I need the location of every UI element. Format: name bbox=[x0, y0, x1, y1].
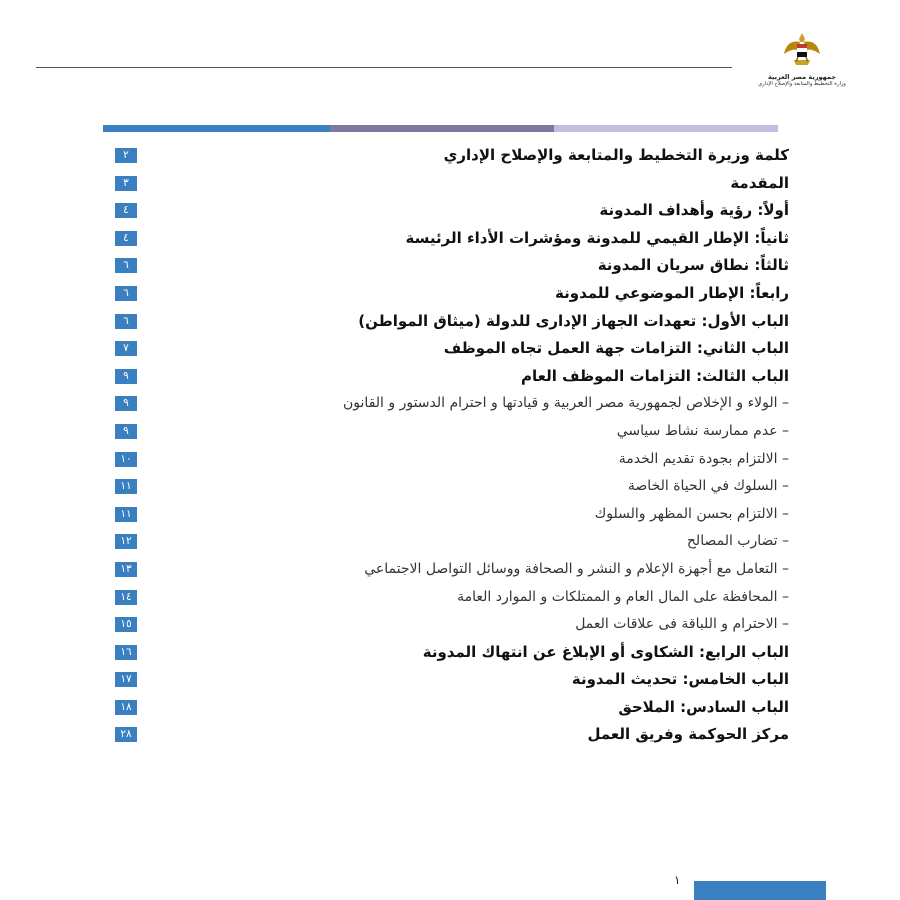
toc-subentry[interactable] bbox=[0, 446, 900, 474]
toc-subentry-title: – عدم ممارسة نشاط سياسي bbox=[616, 422, 789, 439]
toc-entry-title: المقدمة bbox=[730, 173, 789, 192]
toc-page-number: ١٧ bbox=[115, 672, 137, 687]
toc-entry[interactable] bbox=[0, 197, 900, 225]
table-of-contents bbox=[0, 142, 900, 749]
toc-entry-title: الباب السادس: الملاحق bbox=[618, 697, 789, 716]
toc-subentry[interactable] bbox=[0, 584, 900, 612]
toc-entry[interactable] bbox=[0, 335, 900, 363]
toc-subentry-title: – المحافظة على المال العام و الممتلكات و الموارد العامة bbox=[457, 588, 789, 605]
toc-entry-title: كلمة وزيرة التخطيط والمتابعة والإصلاح الإداري bbox=[443, 146, 789, 164]
toc-subentry-title: – السلوك في الحياة الخاصة bbox=[627, 478, 789, 495]
toc-page-number: ٤ bbox=[115, 203, 137, 218]
toc-subentry-title: – الولاء و الإخلاص لجمهورية مصر العربية و قيادتها و احترام الدستور و القانون bbox=[343, 395, 789, 412]
footer-accent-bar bbox=[694, 881, 826, 900]
toc-subentry[interactable] bbox=[0, 611, 900, 639]
toc-page-number: ١٦ bbox=[115, 645, 137, 660]
logo-title: جمهورية مصر العربية bbox=[768, 73, 836, 81]
footer-page-number: ١ bbox=[674, 873, 681, 887]
toc-entry[interactable] bbox=[0, 666, 900, 694]
toc-entry-title: الباب الثاني: التزامات جهة العمل تجاه الموظف bbox=[443, 339, 789, 358]
toc-page-number: ٩ bbox=[115, 369, 137, 384]
accent-bar-slate bbox=[330, 125, 554, 132]
toc-subentry[interactable] bbox=[0, 501, 900, 529]
toc-page-number: ١٨ bbox=[115, 700, 137, 715]
toc-entry[interactable] bbox=[0, 721, 900, 749]
toc-page-number: ١١ bbox=[115, 479, 137, 494]
toc-subentry[interactable] bbox=[0, 473, 900, 501]
toc-entry-title: الباب الأول: تعهدات الجهاز الإدارى للدولة (ميثاق المواطن) bbox=[358, 311, 789, 330]
toc-entry-title: أولاً: رؤية وأهداف المدونة bbox=[599, 201, 789, 220]
toc-page-number: ٦ bbox=[115, 286, 137, 301]
toc-entry[interactable] bbox=[0, 280, 900, 308]
toc-page-number: ٦ bbox=[115, 314, 137, 329]
accent-bar-lavender bbox=[554, 125, 778, 132]
toc-entry[interactable] bbox=[0, 170, 900, 198]
toc-page-number: ١٤ bbox=[115, 590, 137, 605]
toc-page-number: ٤ bbox=[115, 231, 137, 246]
toc-entry[interactable] bbox=[0, 142, 900, 170]
toc-subentry-title: – التعامل مع أجهزة الإعلام و النشر و الصحافة ووسائل التواصل الاجتماعي bbox=[364, 560, 789, 577]
toc-page-number: ٢ bbox=[115, 148, 137, 163]
toc-entry-title: ثالثاً: نطاق سريان المدونة bbox=[597, 256, 789, 275]
toc-subentry-title: – تضارب المصالح bbox=[686, 533, 789, 550]
toc-subentry-title: – الالتزام بحسن المظهر والسلوك bbox=[594, 505, 789, 522]
toc-entry-title: الباب الرابع: الشكاوى أو الإبلاغ عن انتهاك المدونة bbox=[422, 642, 789, 661]
toc-page-number: ٩ bbox=[115, 396, 137, 411]
toc-page-number: ٩ bbox=[115, 424, 137, 439]
toc-subentry[interactable] bbox=[0, 528, 900, 556]
toc-entry-title: ثانياً: الإطار القيمي للمدونة ومؤشرات الأداء الرئيسة bbox=[405, 228, 789, 247]
toc-page-number: ٣ bbox=[115, 176, 137, 191]
toc-subentry[interactable] bbox=[0, 418, 900, 446]
toc-page-number: ١٥ bbox=[115, 617, 137, 632]
toc-entry[interactable] bbox=[0, 639, 900, 667]
toc-page-number: ١٣ bbox=[115, 562, 137, 577]
header-rule bbox=[36, 67, 732, 68]
toc-entry[interactable] bbox=[0, 225, 900, 253]
accent-bar-blue bbox=[103, 125, 330, 132]
toc-entry-title: الباب الثالث: التزامات الموظف العام bbox=[521, 366, 789, 385]
toc-entry-title: الباب الخامس: تحديث المدونة bbox=[571, 670, 789, 689]
toc-page-number: ١٢ bbox=[115, 534, 137, 549]
toc-page-number: ٧ bbox=[115, 341, 137, 356]
toc-page-number: ١٠ bbox=[115, 452, 137, 467]
toc-entry[interactable] bbox=[0, 694, 900, 722]
ministry-logo bbox=[752, 30, 852, 104]
toc-subentry[interactable] bbox=[0, 556, 900, 584]
logo-subtitle: وزارة التخطيط والمتابعة والإصلاح الإداري bbox=[758, 81, 846, 87]
toc-subentry[interactable] bbox=[0, 390, 900, 418]
toc-entry[interactable] bbox=[0, 308, 900, 336]
toc-entry[interactable] bbox=[0, 252, 900, 280]
toc-subentry-title: – الالتزام بجودة تقديم الخدمة bbox=[618, 450, 789, 467]
toc-page-number: ٦ bbox=[115, 258, 137, 273]
toc-page-number: ١١ bbox=[115, 507, 137, 522]
toc-page-number: ٢٨ bbox=[115, 727, 137, 742]
eagle-emblem-icon bbox=[782, 30, 822, 72]
toc-subentry-title: – الاحترام و اللباقة فى علاقات العمل bbox=[575, 616, 789, 633]
toc-entry-title: مركز الحوكمة وفريق العمل bbox=[587, 725, 789, 744]
toc-entry-title: رابعاً: الإطار الموضوعي للمدونة bbox=[555, 283, 789, 302]
toc-entry[interactable] bbox=[0, 363, 900, 391]
